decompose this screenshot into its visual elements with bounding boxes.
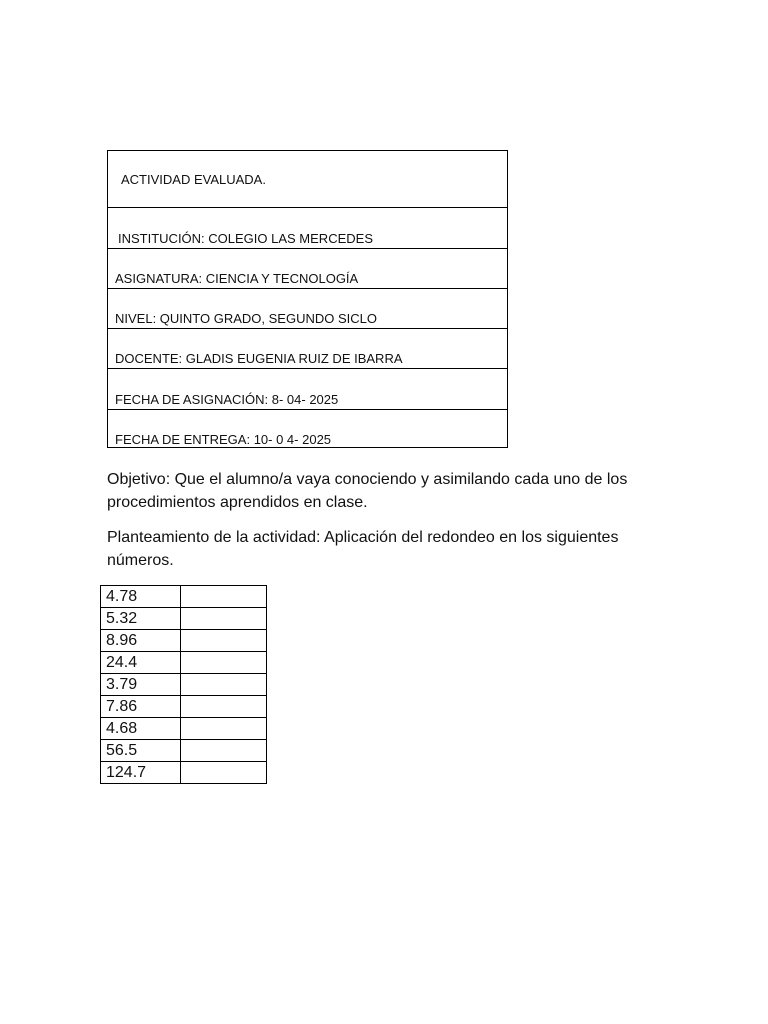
table-row	[101, 740, 267, 762]
number-cell: 5.32	[101, 608, 181, 630]
number-cell: 4.68	[101, 718, 181, 740]
subject-field: ASIGNATURA: CIENCIA Y TECNOLOGÍA	[108, 249, 508, 289]
number-cell: 3.79	[101, 674, 181, 696]
table-row	[101, 674, 267, 696]
answer-cell[interactable]	[181, 652, 267, 674]
table-row	[101, 718, 267, 740]
header-row-institution	[108, 208, 508, 249]
header-row-teacher	[108, 329, 508, 369]
header-row-subject	[108, 249, 508, 289]
institution-field: INSTITUCIÓN: COLEGIO LAS MERCEDES	[108, 208, 508, 249]
header-row-title	[108, 151, 508, 208]
answer-cell[interactable]	[181, 674, 267, 696]
answer-cell[interactable]	[181, 762, 267, 784]
table-row	[101, 696, 267, 718]
due-date-field: FECHA DE ENTREGA: 10- 0 4- 2025	[108, 410, 508, 448]
objective-paragraph: Objetivo: Que el alumno/a vaya conociendo y asimilando cada uno de los procedimientos aprendidos en clase.	[107, 471, 628, 511]
number-cell: 124.7	[101, 762, 181, 784]
teacher-field: DOCENTE: GLADIS EUGENIA RUIZ DE IBARRA	[108, 329, 508, 369]
table-row	[101, 762, 267, 784]
answer-cell[interactable]	[181, 718, 267, 740]
level-field: NIVEL: QUINTO GRADO, SEGUNDO SICLO	[108, 289, 508, 329]
activity-title: ACTIVIDAD EVALUADA.	[108, 151, 508, 208]
rounding-numbers-table	[100, 585, 267, 784]
number-cell: 8.96	[101, 630, 181, 652]
number-cell: 24.4	[101, 652, 181, 674]
table-row	[101, 608, 267, 630]
activity-header-table	[107, 150, 508, 448]
activity-statement-paragraph: Planteamiento de la actividad: Aplicación del redondeo en los siguientes números.	[107, 529, 619, 569]
table-row	[101, 586, 267, 608]
header-row-assign-date	[108, 369, 508, 410]
header-row-level	[108, 289, 508, 329]
answer-cell[interactable]	[181, 608, 267, 630]
number-cell: 7.86	[101, 696, 181, 718]
answer-cell[interactable]	[181, 586, 267, 608]
number-cell: 56.5	[101, 740, 181, 762]
table-row	[101, 630, 267, 652]
answer-cell[interactable]	[181, 630, 267, 652]
assignment-date-field: FECHA DE ASIGNACIÓN: 8- 04- 2025	[108, 369, 508, 410]
answer-cell[interactable]	[181, 740, 267, 762]
header-row-due-date	[108, 410, 508, 448]
answer-cell[interactable]	[181, 696, 267, 718]
number-cell: 4.78	[101, 586, 181, 608]
table-row	[101, 652, 267, 674]
